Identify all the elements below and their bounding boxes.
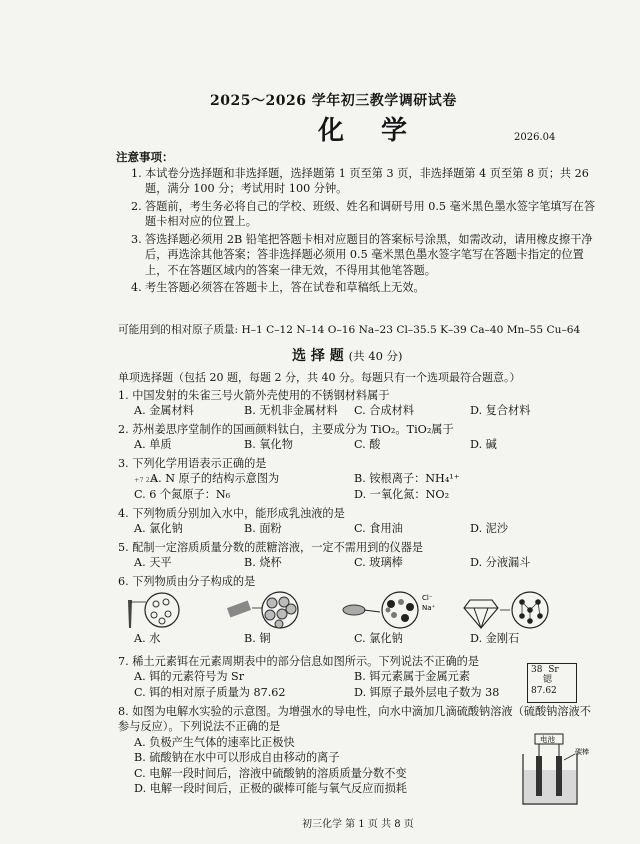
option-b: B. 烧杯 — [244, 556, 282, 570]
option-b: B. 氧化物 — [244, 438, 293, 452]
option-a: A. 铒的元素符号为 Sr — [134, 670, 245, 684]
sodium-chloride-figure — [343, 592, 436, 628]
option-a: A. 金属材料 — [134, 404, 194, 418]
option-a: A. 单质 — [134, 438, 172, 452]
option-c: C. 6 个氮原子：N₆ — [134, 488, 231, 502]
question-stem: 1. 中国发射的朱雀三号火箭外壳使用的不锈钢材料属于 — [118, 389, 390, 402]
section-heading — [292, 347, 403, 366]
sodium-ion-label: Na⁺ — [422, 604, 436, 612]
option-c: C. 氯化钠 — [354, 632, 403, 645]
option-b: B. 硫酸钠在水中可以形成自由移动的离子 — [134, 751, 340, 765]
option-c: C. 铒的相对原子质量为 87.62 — [134, 686, 286, 700]
section-title: 选 择 题 — [292, 348, 344, 364]
water-figure — [128, 593, 179, 628]
battery-label: 电池 — [540, 735, 555, 744]
note-item: 1. 本试卷分选择题和非选择题，选择题第 1 页至第 3 页，非选择题第 4 页至第 8 页；共 26 题，满分 100 分；考试用时 100 分钟。 — [131, 167, 589, 196]
option-b: B. 铵根离子：NH₄¹⁺ — [354, 472, 460, 486]
element-name: 锶 — [543, 675, 553, 686]
option-row — [118, 403, 608, 419]
atom-structure-diagram: +7 2 5 — [134, 476, 156, 485]
option-b: B. 铜 — [244, 632, 271, 645]
q6-figures — [118, 588, 608, 632]
question-2 — [118, 422, 608, 453]
section-intro: 单项选择题（包括 20 题，每题 2 分，共 40 分。每题只有一个选项最符合题意。） — [118, 371, 521, 384]
option-d: D. 电解一段时间后，正极的碳棒可能与氧气反应而损耗 — [134, 782, 407, 796]
option-row — [118, 437, 608, 453]
option-row — [118, 555, 608, 571]
question-stem: 7. 稀土元素铒在元素周期表中的部分信息如图所示。下列说法不正确的是 — [118, 655, 480, 668]
diamond-figure — [464, 592, 548, 628]
option-d: D. 一氧化氮：NO₂ — [354, 488, 450, 502]
exam-title: 2025～2026 学年初三教学调研试卷 — [210, 93, 457, 109]
option-c: C. 电解一段时间后，溶液中硫酸钠的溶质质量分数不变 — [134, 766, 407, 780]
option-b: B. 无机非金属材料 — [244, 404, 338, 418]
question-stem: 8. 如图为电解水实验的示意图。为增强水的导电性，向水中滴加几滴硫酸钠溶液（硫酸钠溶液不参与反应）。下列说法不正确的是 — [118, 705, 591, 734]
option-b: B. 铒元素属于金属元素 — [354, 670, 471, 684]
note-item: 4. 考生答题必须答在答题卡上，答在试卷和草稿纸上无效。 — [131, 281, 425, 295]
option-b: B. 面粉 — [244, 522, 282, 536]
chloride-ion-label: Cl⁻ — [422, 594, 433, 602]
page-footer: 初三化学 第 1 页 共 8 页 — [302, 819, 414, 830]
element-card — [527, 663, 577, 703]
option-d: D. 分液漏斗 — [470, 556, 531, 570]
question-1 — [118, 388, 608, 419]
option-row — [118, 471, 608, 487]
option-a: A. 水 — [134, 632, 161, 645]
option-a: A. 天平 — [134, 556, 172, 570]
section-score: (共 40 分) — [348, 349, 403, 363]
question-3 — [118, 456, 608, 503]
option-row — [118, 521, 608, 537]
option-d: D. 泥沙 — [470, 522, 509, 536]
question-5 — [118, 540, 608, 571]
option-a: A. 负极产生气体的速率比正极快 — [134, 735, 295, 749]
note-item: 2. 答题前，考生务必将自己的学校、班级、姓名和调研号用 0.5 毫米黑色墨水签字笔填写在答题卡相对应的位置上。 — [131, 199, 596, 229]
option-c: C. 食用油 — [354, 522, 403, 536]
option-row — [118, 487, 608, 503]
option-d: D. 铒原子最外层电子数为 38 — [354, 686, 500, 700]
option-d: D. 金刚石 — [470, 632, 520, 645]
subject-title: 化 学 — [318, 116, 422, 146]
question-4 — [118, 506, 608, 537]
carbon-rod-label: 碳棒 — [575, 748, 589, 756]
q6-option-labels — [118, 631, 608, 647]
option-a: A. N 原子的结构示意图为 +7 2 5 — [134, 472, 280, 486]
question-stem: 3. 下列化学用语表示正确的是 — [118, 457, 267, 470]
option-c: C. 玻璃棒 — [354, 556, 403, 570]
copper-figure — [227, 592, 298, 628]
element-mass: 87.62 — [531, 685, 557, 696]
atomic-masses: 可能用到的相对原子质量: H–1 C–12 N–14 O–16 Na–23 Cl–35.5 K–39 Ca–40 Mn–55 Cu–64 — [118, 324, 581, 336]
notes-list — [131, 166, 601, 298]
element-symbol: Sr — [548, 665, 559, 675]
option-c: C. 合成材料 — [354, 404, 415, 418]
element-number: 38 — [531, 665, 543, 675]
option-a: A. 氯化钠 — [134, 522, 183, 536]
question-stem: 2. 苏州姜思序堂制作的国画颜料钛白，主要成分为 TiO₂。TiO₂属于 — [118, 423, 454, 436]
option-c: C. 酸 — [354, 438, 381, 452]
option-d: D. 碱 — [470, 438, 497, 452]
question-stem: 6. 下列物质由分子构成的是 — [118, 575, 256, 588]
note-item: 3. 答选择题必须用 2B 铅笔把答题卡相对应题目的答案标号涂黑，如需改动，请用橡皮擦干净后，再选涂其他答案；答非选择题必须用 0.5 毫米黑色墨水签字笔写在答题卡指定的位置上，不在答题区域内的答案一律无效，不得用其他笔答题。 — [131, 232, 593, 277]
exam-date: 2026.04 — [514, 132, 556, 143]
electrolysis-apparatus — [515, 732, 595, 810]
option-d: D. 复合材料 — [470, 404, 531, 418]
question-stem: 4. 下列物质分别加入水中，能形成乳浊液的是 — [118, 507, 345, 520]
question-stem: 5. 配制一定溶质质量分数的蔗糖溶液，一定不需用到的仪器是 — [118, 541, 424, 554]
notes-heading: 注意事项： — [116, 150, 174, 164]
